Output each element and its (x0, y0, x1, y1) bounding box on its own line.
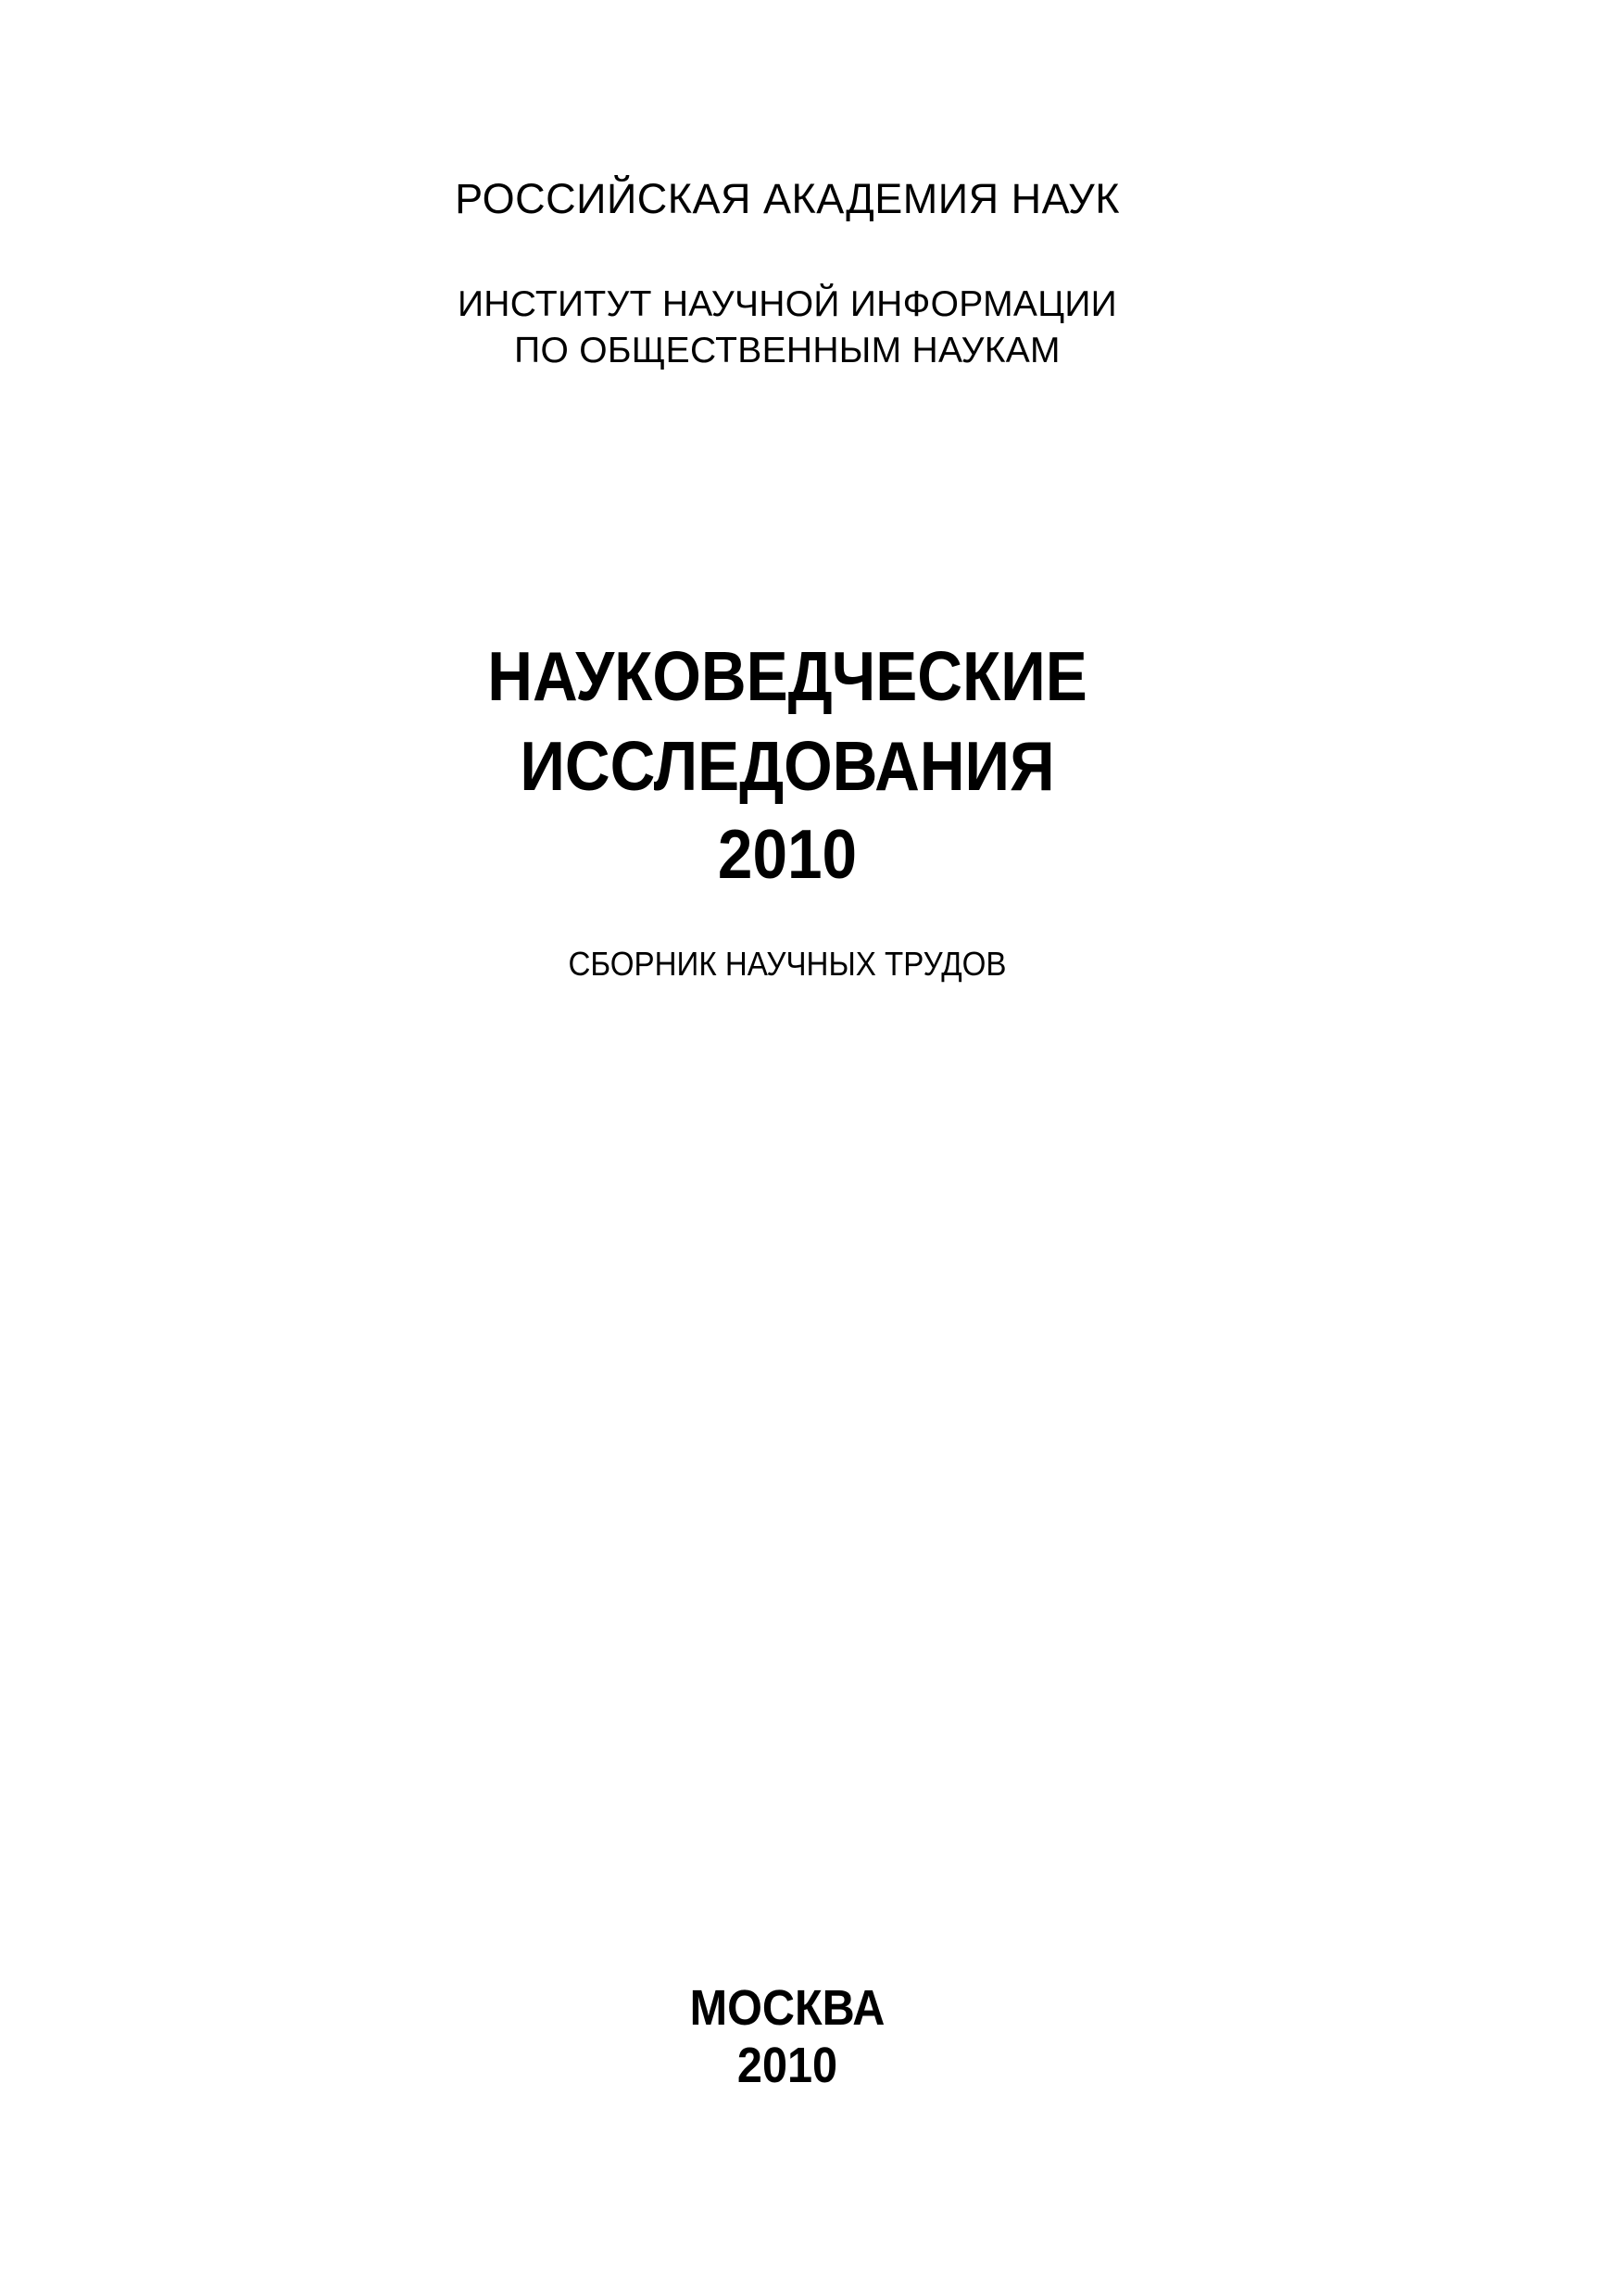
institute-name-line-2: ПО ОБЩЕСТВЕННЫМ НАУКАМ (514, 331, 1061, 370)
book-title-year: 2010 (717, 815, 858, 893)
institute-name-line-1: ИНСТИТУТ НАУЧНОЙ ИНФОРМАЦИИ (457, 284, 1118, 324)
organization-name: РОССИЙСКАЯ АКАДЕМИЯ НАУК (455, 175, 1120, 222)
book-title-line-1: НАУКОВЕДЧЕСКИЕ (487, 637, 1087, 715)
publication-city: МОСКВА (689, 1980, 886, 2036)
book-title-line-2: ИССЛЕДОВАНИЯ (520, 727, 1055, 805)
book-subtitle: СБОРНИК НАУЧНЫХ ТРУДОВ (568, 945, 1007, 983)
publication-year: 2010 (736, 2038, 838, 2093)
